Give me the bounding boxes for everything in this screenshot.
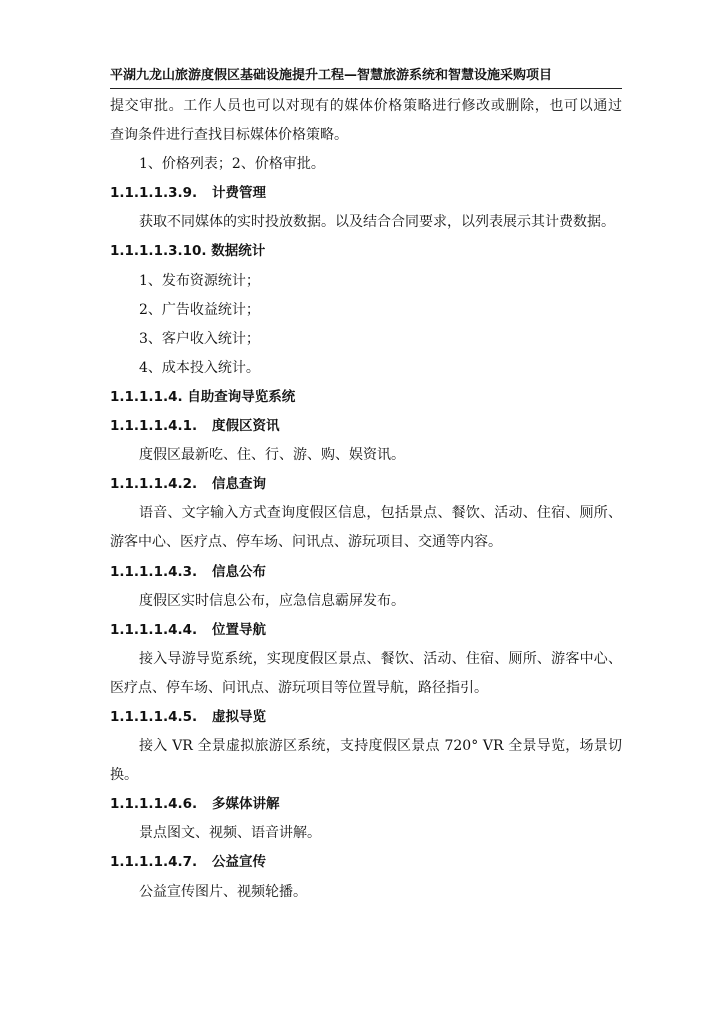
section-title: 计费管理: [212, 185, 266, 202]
section-heading-4-3: [110, 558, 622, 587]
paragraph: 获取不同媒体的实时投放数据。以及结合合同要求，以列表展示其计费数据。: [139, 214, 615, 231]
section-number: 1.1.1.1.4.3.: [110, 563, 198, 580]
section-heading-3-9: [110, 179, 622, 208]
section-heading-3-10: [110, 237, 622, 266]
paragraph: 公益宣传图片、视频轮播。: [139, 883, 307, 900]
paragraph: 1、价格列表；2、价格审批。: [139, 156, 325, 173]
section-title: 数据统计: [211, 243, 266, 260]
section-number: 1.1.1.1.4.6.: [110, 796, 198, 813]
section-number: 1.1.1.1.4.7.: [110, 854, 198, 871]
section-number: 1.1.1.1.3.9.: [110, 185, 198, 202]
section-heading-4-5: [110, 703, 622, 732]
document-body: [110, 92, 622, 907]
section-heading-4-2: [110, 470, 622, 499]
paragraph-line: 查询条件进行查找目标媒体价格策略。: [110, 127, 348, 144]
section-title: 位置导航: [212, 621, 266, 638]
section-number: 1.1.1.1.3.10.: [110, 243, 207, 260]
page-header: [110, 66, 622, 89]
list-item: 1、发布资源统计；: [139, 272, 260, 289]
section-heading-4-6: [110, 790, 622, 819]
section-number: 1.1.1.1.4.5.: [110, 708, 198, 725]
paragraph: 度假区实时信息公布，应急信息霸屏发布。: [139, 592, 405, 609]
section-heading-4-7: [110, 848, 622, 877]
section-title: 信息公布: [212, 563, 266, 580]
section-number: 1.1.1.1.4.1.: [110, 418, 198, 435]
paragraph: 度假区最新吃、住、行、游、购、娱资讯。: [139, 447, 405, 464]
section-title: 度假区资讯: [212, 418, 280, 435]
list-item: 2、广告收益统计；: [139, 301, 260, 318]
paragraph-line: 接入导游导览系统，实现度假区景点、餐饮、活动、住宿、厕所、游客中心、: [139, 650, 622, 667]
section-title: 多媒体讲解: [212, 796, 280, 813]
paragraph-line: 提交审批。工作人员也可以对现有的媒体价格策略进行修改或删除，也可以通过: [110, 98, 622, 114]
section-number: 1.1.1.1.4.2.: [110, 476, 198, 493]
list-item: 3、客户收入统计；: [139, 330, 260, 347]
list-item: 4、成本投入统计。: [139, 359, 260, 376]
header-title: 平湖九龙山旅游度假区基础设施提升工程—智慧旅游系统和智慧设施采购项目: [110, 68, 553, 83]
paragraph-line: 语音、文字输入方式查询度假区信息，包括景点、餐饮、活动、住宿、厕所、: [139, 505, 622, 522]
paragraph-line: 游客中心、医疗点、停车场、问讯点、游玩项目、交通等内容。: [110, 534, 502, 551]
paragraph: 景点图文、视频、语音讲解。: [139, 825, 321, 842]
paragraph-line: 接入 VR 全景虚拟旅游区系统，支持度假区景点 720° VR 全景导览，场景切: [139, 738, 622, 755]
section-title: 虚拟导览: [212, 708, 266, 725]
paragraph-line: 换。: [110, 767, 138, 784]
section-heading-4-1: [110, 412, 622, 441]
paragraph-line: 医疗点、停车场、问讯点、游玩项目等位置导航，路径指引。: [110, 679, 488, 696]
section-title: 自助查询导览系统: [187, 388, 296, 405]
section-heading-4: [110, 383, 622, 412]
section-number: 1.1.1.1.4.4.: [110, 621, 198, 638]
section-title: 信息查询: [212, 476, 266, 493]
section-number: 1.1.1.1.4.: [110, 388, 183, 405]
section-heading-4-4: [110, 616, 622, 645]
section-title: 公益宣传: [212, 854, 266, 871]
